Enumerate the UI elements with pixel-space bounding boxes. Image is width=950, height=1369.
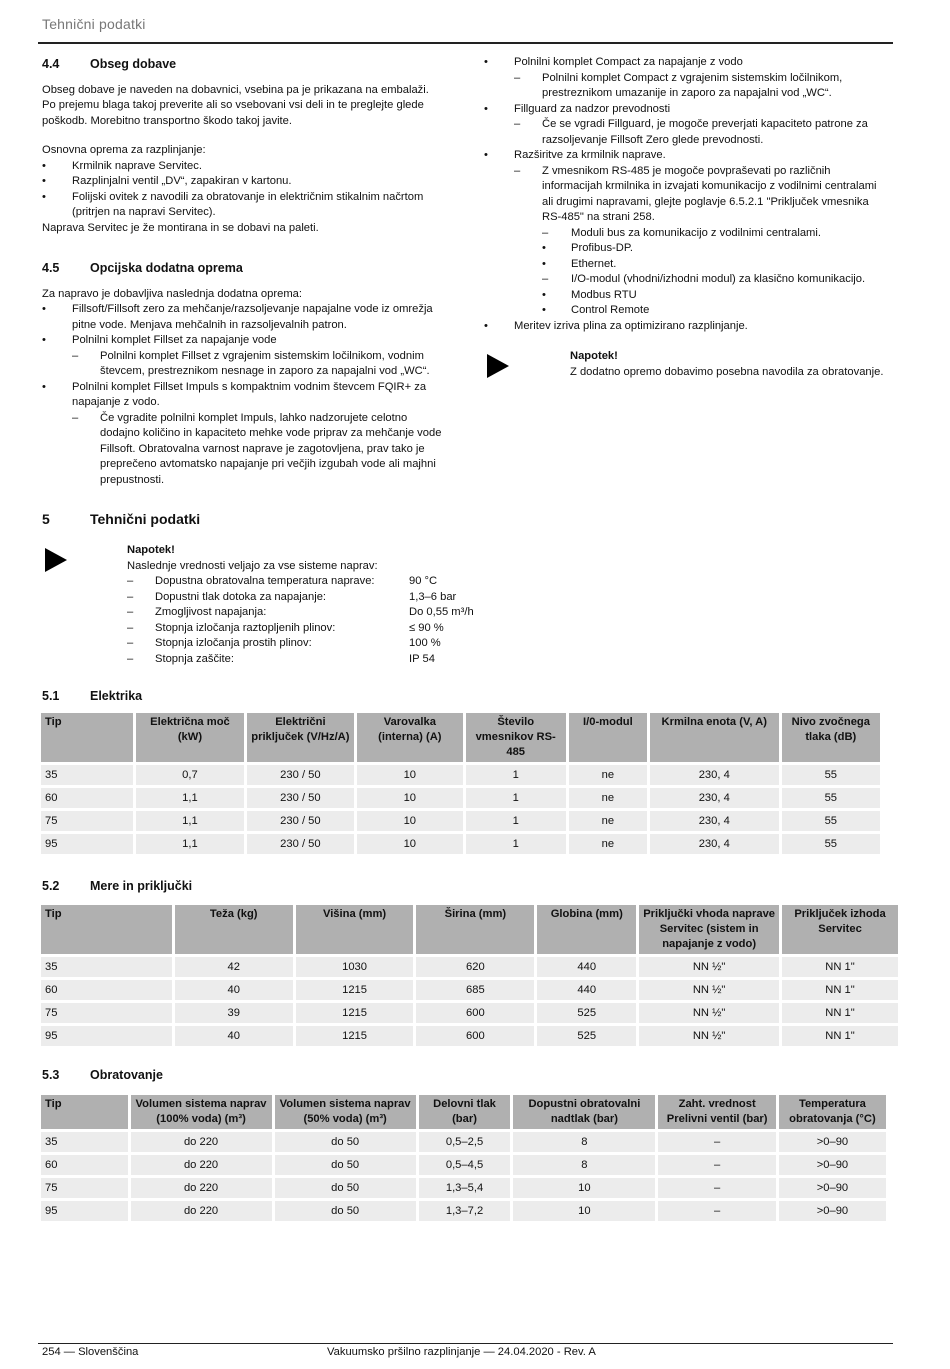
column-header: Temperatura obratovanja (°C): [779, 1095, 886, 1129]
sub-sub-item: • Modbus RTU: [542, 288, 637, 301]
table-cell: do 220: [131, 1155, 272, 1175]
spec-value: ≤ 90 %: [409, 621, 444, 634]
table-cell: 42: [175, 957, 293, 977]
paragraph: Za napravo je dobavljiva naslednja dodatna oprema:: [42, 287, 302, 300]
table-cell: 8: [513, 1155, 655, 1175]
table-cell: 0,5–4,5: [419, 1155, 511, 1175]
spec-row: – Dopustna obratovalna temperatura naprave: 90 °C: [127, 574, 527, 590]
list-item: [484, 148, 889, 319]
table-cell: 230 / 50: [247, 765, 354, 785]
table-cell: 1215: [296, 1003, 414, 1023]
section-number: 4.5: [42, 261, 60, 275]
sub-sub-item: – I/O-modul (vhodni/izhodni modul) za klasično komunikacijo.: [542, 273, 866, 285]
table-cell: 55: [782, 788, 880, 808]
column-header: Delovni tlak (bar): [419, 1095, 511, 1129]
table-cell: –: [658, 1132, 775, 1152]
table-cell: ne: [569, 811, 647, 831]
table-cell: 1,3–7,2: [419, 1201, 511, 1221]
table-cell: do 220: [131, 1132, 272, 1152]
paragraph: Naprava Servitec je že montirana in se dobavi na paleti.: [42, 221, 319, 234]
spec-row: – Stopnja izločanja raztopljenih plinov: ≤ 90 %: [127, 621, 527, 637]
table-cell: 10: [357, 834, 462, 854]
spec-label: Stopnja izločanja prostih plinov:: [155, 637, 312, 649]
table-cell: 1: [466, 811, 566, 831]
section-title: Opcijska dodatna oprema: [90, 261, 243, 275]
table-cell: –: [658, 1178, 775, 1198]
section-number: 5.3: [42, 1068, 60, 1082]
table-cell: 1,3–5,4: [419, 1178, 511, 1198]
list-item-text: Polnilni komplet Compact za napajanje z vodo: [514, 56, 743, 68]
table-cell: 600: [416, 1026, 534, 1046]
table-cell: 35: [41, 765, 133, 785]
table-header-row: [41, 905, 898, 954]
table-cell: –: [658, 1201, 775, 1221]
table-cell: 10: [357, 788, 462, 808]
table-cell: 8: [513, 1132, 655, 1152]
table-cell: 230, 4: [650, 765, 779, 785]
column-header: Globina (mm): [537, 905, 636, 954]
spec-label: Stopnja zaščite:: [155, 652, 234, 665]
table-cell: 0,5–2,5: [419, 1132, 511, 1152]
table-row: [41, 957, 898, 977]
column-header: Krmilna enota (V, A): [650, 713, 779, 762]
section-heading-5-3: [42, 1068, 163, 1084]
page-number: 254 — Slovenščina: [42, 1346, 139, 1358]
section-4-5-continued: [484, 55, 889, 334]
column-header: Zaht. vrednost Prelivni ventil (bar): [658, 1095, 775, 1129]
table-cell: 55: [782, 834, 880, 854]
column-header: Nivo zvočnega tlaka (dB): [782, 713, 880, 762]
column-header: Priključek izhoda Servitec: [782, 905, 898, 954]
column-header: I/0-modul: [569, 713, 647, 762]
section-heading-5-1: [42, 689, 142, 705]
table-row: [41, 1178, 886, 1198]
table-cell: 525: [537, 1003, 636, 1023]
table-row: [41, 1201, 886, 1221]
section-number: 5.1: [42, 689, 60, 703]
section-title: Mere in priključki: [90, 879, 193, 893]
table-cell: NN ½": [639, 980, 779, 1000]
table-cell: do 220: [131, 1201, 272, 1221]
table-cell: 230 / 50: [247, 834, 354, 854]
note-box: [570, 349, 900, 380]
note-box: [127, 543, 527, 667]
column-header: Električni priključek (V/Hz/A): [247, 713, 354, 762]
table-cell: 230 / 50: [247, 788, 354, 808]
spec-row: – Zmogljivost napajanja: Do 0,55 m³/h: [127, 605, 527, 621]
table-cell: NN ½": [639, 957, 779, 977]
spec-label: Dopustna obratovalna temperatura naprave:: [155, 575, 375, 587]
spec-value: 90 °C: [409, 575, 438, 587]
list-item: • Razplinjalni ventil „DV“, zapakiran v kartonu.: [42, 174, 444, 190]
spec-row: – Stopnja izločanja prostih plinov: 100 %: [127, 636, 527, 652]
column-header: Tip: [41, 1095, 128, 1129]
sub-list-text: Z vmesnikom RS-485 je mogoče povpraševati po različnih informacijah krmilnika in izvajati komunikacijo z vodilnimi centralami ali drugimi napravami, glejte poglavje 6.5.2.1 "Priključek vmesnika RS-485" na strani 258.: [542, 164, 877, 223]
table-cell: 40: [175, 980, 293, 1000]
section-4-5: [42, 261, 444, 488]
bullet-list: [42, 302, 444, 488]
table-cell: 1215: [296, 980, 414, 1000]
section-heading-4-5: [42, 261, 444, 277]
list-item: [42, 380, 444, 489]
table-cell: ne: [569, 765, 647, 785]
table-cell: 55: [782, 811, 880, 831]
page-header: Tehnični podatki: [42, 16, 146, 32]
table-cell: 440: [537, 957, 636, 977]
operation-table: [38, 1092, 889, 1224]
list-item-text: Razširitve za krmilnik naprave.: [514, 149, 666, 161]
table-row: [41, 980, 898, 1000]
table-row: [41, 834, 880, 854]
spec-value: IP 54: [409, 652, 435, 665]
table-row: [41, 1003, 898, 1023]
table-cell: 55: [782, 765, 880, 785]
table-row: [41, 1132, 886, 1152]
table-cell: 60: [41, 788, 133, 808]
list-item-text: Fillguard za nadzor prevodnosti: [514, 102, 671, 115]
table-row: [41, 765, 880, 785]
table-cell: 685: [416, 980, 534, 1000]
sub-list-item: [514, 164, 889, 319]
sub-list-item: – Če se vgradi Fillguard, je mogoče preverjati kapaciteto patrone za razsoljevanje Fillsoft Zero glede prevodnosti.: [514, 117, 889, 148]
list-item: [42, 333, 444, 380]
table-cell: 1,1: [136, 788, 243, 808]
bullet-list: [42, 159, 444, 221]
table-cell: 10: [513, 1201, 655, 1221]
table-cell: 230 / 50: [247, 811, 354, 831]
sub-sub-item: • Ethernet.: [542, 257, 617, 270]
table-cell: 1: [466, 788, 566, 808]
footer-document-info: Vakuumsko pršilno razplinjanje — 24.04.2020 - Rev. A: [327, 1346, 596, 1358]
table-cell: 620: [416, 957, 534, 977]
section-title: Obratovanje: [90, 1068, 163, 1082]
sub-sub-list: [542, 226, 889, 319]
table-cell: do 50: [275, 1178, 416, 1198]
table-cell: 75: [41, 1003, 172, 1023]
section-heading-5-2: [42, 879, 192, 895]
column-header: Višina (mm): [296, 905, 414, 954]
column-header: Dopustni obratovalni nadtlak (bar): [513, 1095, 655, 1129]
note-arrow-icon: [487, 354, 509, 378]
spec-row: – Dopustni tlak dotoka za napajanje: 1,3–6 bar: [127, 590, 527, 606]
table-cell: ne: [569, 788, 647, 808]
spec-label: Dopustni tlak dotoka za napajanje:: [155, 590, 327, 603]
table-cell: NN 1": [782, 957, 898, 977]
table-row: [41, 788, 880, 808]
section-title: Obseg dobave: [90, 57, 177, 71]
sub-sub-item: • Profibus-DP.: [542, 242, 633, 254]
table-cell: >0–90: [779, 1201, 886, 1221]
table-cell: do 50: [275, 1201, 416, 1221]
list-item: • Meritev izriva plina za optimizirano razplinjanje.: [484, 319, 889, 335]
column-header: Število vmesnikov RS-485: [466, 713, 566, 762]
list-item: • Fillsoft/Fillsoft zero za mehčanje/razsoljevanje napajalne vode iz omrežja pitne vode. Menjava mehčalnih in razsoljevalnih patron.: [42, 302, 444, 333]
chapter-heading-5: [42, 512, 200, 528]
section-heading-4-4: [42, 57, 444, 73]
sub-sub-item: – Moduli bus za komunikacijo z vodilnimi centralami.: [542, 226, 821, 239]
column-header: Električna moč (kW): [136, 713, 243, 762]
sub-list-item: – Polnilni komplet Compact z vgrajenim sistemskim ločilnikom, prestreznikom umazanije in zaporo za napajalni vod „WC“.: [514, 71, 889, 102]
table-cell: 10: [513, 1178, 655, 1198]
chapter-title: Tehnični podatki: [90, 511, 201, 527]
column-header: Volumen sistema naprav (100% voda) (m³): [131, 1095, 272, 1129]
table-cell: >0–90: [779, 1178, 886, 1198]
table-cell: 35: [41, 957, 172, 977]
list-item-text: Polnilni komplet Fillset za napajanje vode: [72, 334, 277, 346]
section-title: Elektrika: [90, 689, 143, 703]
table-cell: ne: [569, 834, 647, 854]
table-cell: 440: [537, 980, 636, 1000]
bullet-list: [484, 55, 889, 334]
dimensions-table: [38, 902, 901, 1049]
table-cell: 1,1: [136, 834, 243, 854]
table-cell: >0–90: [779, 1155, 886, 1175]
table-cell: do 220: [131, 1178, 272, 1198]
table-cell: 60: [41, 1155, 128, 1175]
table-cell: 1030: [296, 957, 414, 977]
table-cell: NN 1": [782, 980, 898, 1000]
section-number: 5.2: [42, 879, 60, 893]
chapter-number: 5: [42, 511, 50, 527]
table-cell: 1: [466, 765, 566, 785]
list-item: • Folijski ovitek z navodili za obratovanje in električnim stikalnim načrtom (pritrjen na napravi Servitec).: [42, 190, 444, 221]
spec-value: 1,3–6 bar: [409, 590, 457, 603]
section-4-4: [42, 57, 444, 236]
table-row: [41, 1155, 886, 1175]
note-title: Napotek!: [570, 350, 618, 362]
table-cell: NN ½": [639, 1026, 779, 1046]
table-cell: 230, 4: [650, 834, 779, 854]
table-cell: >0–90: [779, 1132, 886, 1152]
table-cell: 60: [41, 980, 172, 1000]
sub-sub-item: • Control Remote: [542, 304, 650, 316]
paragraph: Osnovna oprema za razplinjanje:: [42, 144, 206, 156]
spec-value: 100 %: [409, 637, 441, 649]
column-header: Tip: [41, 905, 172, 954]
section-number: 4.4: [42, 57, 60, 71]
list-item: [484, 102, 889, 149]
electrical-table: [38, 710, 883, 857]
spec-label: Stopnja izločanja raztopljenih plinov:: [155, 621, 336, 634]
spec-value: Do 0,55 m³/h: [409, 606, 474, 618]
paragraph: Obseg dobave je naveden na dobavnici, vsebina pa je prikazana na embalaži. Po prejemu blaga takoj preverite ali so vsebovani vsi deli in te preglejte glede poškodb. Morebitno transportno škodo takoj javite.: [42, 83, 429, 127]
table-cell: 1,1: [136, 811, 243, 831]
table-cell: do 50: [275, 1155, 416, 1175]
sub-list-item: – Če vgradite polnilni komplet Impuls, lahko nadzorujete celotno dodajno količino in kapaciteto mehke vode priprav za mehčanje vode Fillsoft. Obratovalna varnost naprave je zagotovljena, prav tako je preprečeno avtomatsko napajanje pri večjih izgubah vode ali majhni prepustnosti.: [72, 411, 444, 489]
table-cell: 230, 4: [650, 811, 779, 831]
table-cell: 600: [416, 1003, 534, 1023]
spec-row: – Stopnja zaščite: IP 54: [127, 652, 527, 668]
table-cell: NN 1": [782, 1026, 898, 1046]
sub-list-item: – Polnilni komplet Fillset z vgrajenim sistemskim ločilnikom, vodnim števcem, prestreznikom nesnage in zaporo za napajalni vod „WC“.: [72, 349, 444, 380]
spec-label: Zmogljivost napajanja:: [155, 606, 267, 618]
column-header: Tip: [41, 713, 133, 762]
header-divider: [38, 42, 893, 44]
table-cell: 0,7: [136, 765, 243, 785]
column-header: Priključki vhoda naprave Servitec (sistem in napajanje z vodo): [639, 905, 779, 954]
note-text: Z dodatno opremo dobavimo posebna navodila za obratovanje.: [570, 365, 884, 378]
table-cell: 95: [41, 834, 133, 854]
table-cell: 75: [41, 1178, 128, 1198]
table-cell: 95: [41, 1026, 172, 1046]
column-header: Teža (kg): [175, 905, 293, 954]
footer-divider: [38, 1343, 893, 1344]
list-item: [484, 55, 889, 102]
table-row: [41, 811, 880, 831]
note-text: Naslednje vrednosti veljajo za vse sisteme naprav:: [127, 559, 378, 572]
table-cell: 40: [175, 1026, 293, 1046]
table-row: [41, 1026, 898, 1046]
table-header-row: [41, 713, 880, 762]
table-header-row: [41, 1095, 886, 1129]
table-cell: 39: [175, 1003, 293, 1023]
list-item-text: Polnilni komplet Fillset Impuls s kompaktnim vodnim števcem FQIR+ za napajanje z vodo.: [72, 380, 427, 408]
note-arrow-icon: [45, 548, 67, 572]
table-cell: 95: [41, 1201, 128, 1221]
table-cell: 10: [357, 811, 462, 831]
table-cell: NN 1": [782, 1003, 898, 1023]
table-cell: 1215: [296, 1026, 414, 1046]
table-cell: do 50: [275, 1132, 416, 1152]
table-cell: –: [658, 1155, 775, 1175]
table-cell: 525: [537, 1026, 636, 1046]
table-cell: 1: [466, 834, 566, 854]
table-cell: 230, 4: [650, 788, 779, 808]
list-item: • Krmilnik naprave Servitec.: [42, 159, 444, 175]
note-title: Napotek!: [127, 544, 175, 556]
column-header: Varovalka (interna) (A): [357, 713, 462, 762]
table-cell: NN ½": [639, 1003, 779, 1023]
column-header: Širina (mm): [416, 905, 534, 954]
table-cell: 35: [41, 1132, 128, 1152]
table-cell: 75: [41, 811, 133, 831]
column-header: Volumen sistema naprav (50% voda) (m³): [275, 1095, 416, 1129]
table-cell: 10: [357, 765, 462, 785]
